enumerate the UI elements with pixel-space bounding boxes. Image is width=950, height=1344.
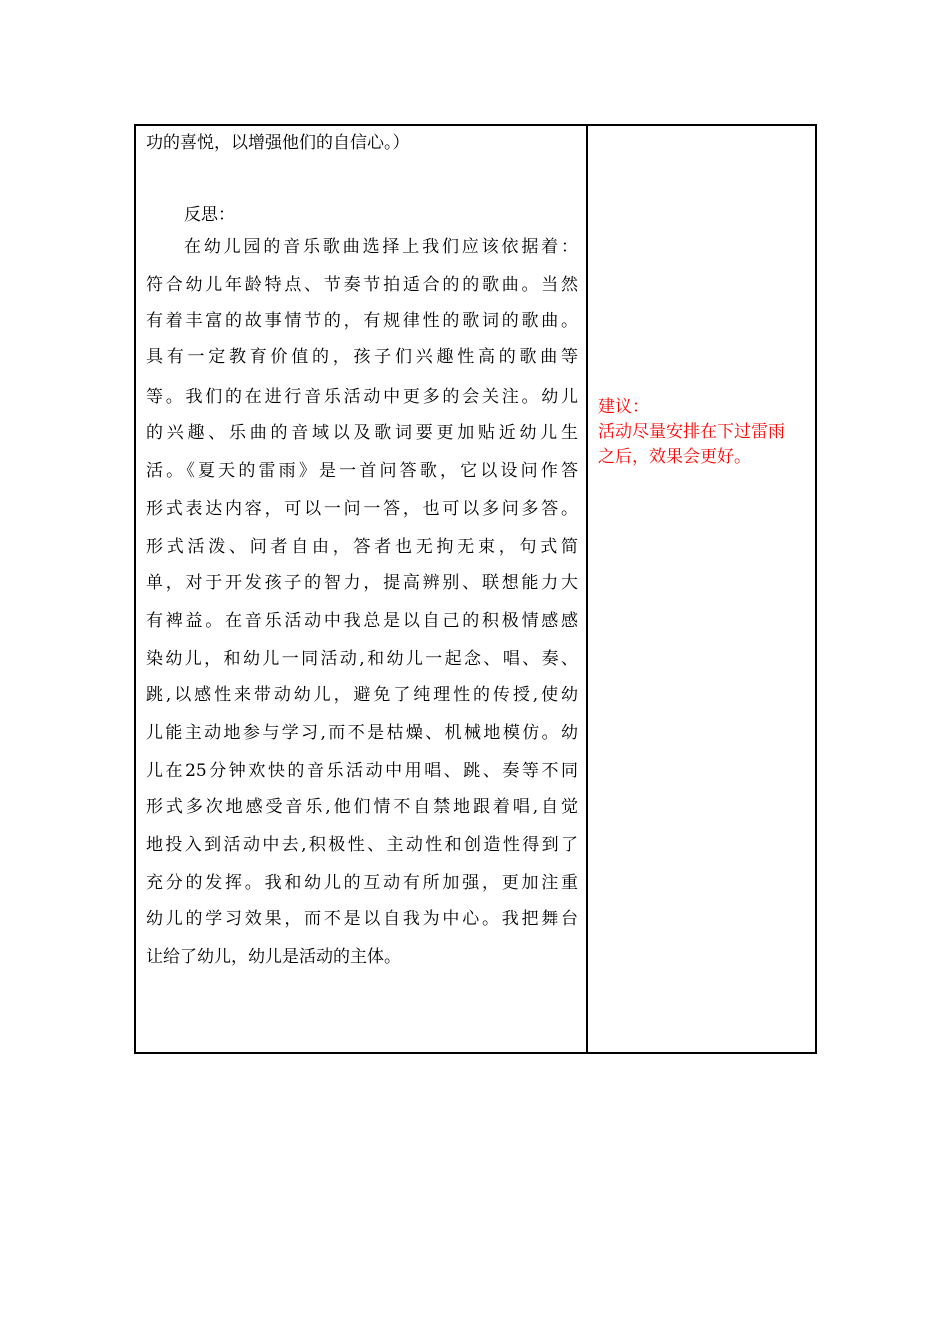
text-line: 地投入到活动中去,积极性、主动性和创造性得到了 [146,835,578,855]
text-line: 单，对于开发孩子的智力，提高辨别、联想能力大 [146,573,578,593]
text-line: 活。《夏天的雷雨》是一首问答歌，它以设问作答 [146,461,578,481]
text-line: 儿在25分钟欢快的音乐活动中用唱、跳、奏等不同 [146,761,578,781]
text-line: 在幼儿园的音乐歌曲选择上我们应该依据着： [184,237,578,257]
text-line: 让给了幼儿，幼儿是活动的主体。 [146,947,401,967]
text-line: 形式活泼、问者自由，答者也无拘无束，句式简 [146,537,578,557]
lesson-table [134,124,817,1054]
text-line: 幼儿的学习效果，而不是以自我为中心。我把舞台 [146,909,578,929]
text-line: 形式表达内容，可以一问一答，也可以多问多答。 [146,499,578,519]
suggestion-cell [588,126,815,1052]
reflection-heading: 反思： [184,205,235,225]
suggestion-line: 之后，效果会更好。 [598,447,751,467]
text-line: 染幼儿，和幼儿一同活动,和幼儿一起念、唱、奏、 [146,649,578,669]
text-line: 等。我们的在进行音乐活动中更多的会关注。幼儿 [146,387,578,407]
text-line: 充分的发挥。我和幼儿的互动有所加强，更加注重 [146,873,578,893]
text-line: 跳,以感性来带动幼儿，避免了纯理性的传授,使幼 [146,685,578,705]
text-line: 具有一定教育价值的，孩子们兴趣性高的歌曲等 [146,347,578,367]
reflection-cell [136,126,588,1052]
text-line: 有着丰富的故事情节的，有规律性的歌词的歌曲。 [146,311,578,331]
suggestion-line: 活动尽量安排在下过雷雨 [598,422,785,442]
text-line: 符合幼儿年龄特点、节奏节拍适合的的歌曲。当然 [146,275,578,295]
text-line: 儿能主动地参与学习,而不是枯燥、机械地模仿。幼 [146,723,578,743]
suggestion-heading: 建议： [598,397,649,417]
text-line: 的兴趣、乐曲的音域以及歌词要更加贴近幼儿生 [146,423,578,443]
text-line: 功的喜悦，以增强他们的自信心。） [146,133,410,153]
text-line: 有裨益。在音乐活动中我总是以自己的积极情感感 [146,611,578,631]
text-line: 形式多次地感受音乐,他们情不自禁地跟着唱,自觉 [146,797,578,817]
